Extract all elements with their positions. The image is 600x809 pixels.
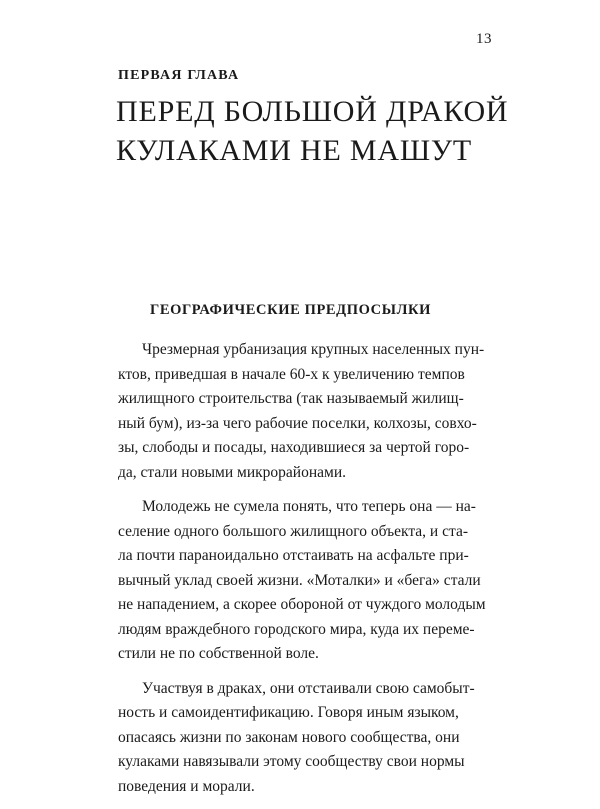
chapter-title-line: ПЕРЕД БОЛЬШОЙ ДРАКОЙ	[116, 95, 509, 128]
text-line: ность и самоидентификацию. Говоря иным языком,	[118, 704, 459, 721]
text-line: жилищного строительства (так называемый жилищ-	[118, 390, 464, 407]
paragraph	[118, 495, 503, 667]
text-line: не нападением, а скорее обороной от чуждого молодым	[118, 596, 486, 613]
text-line: поведения и морали.	[118, 777, 255, 795]
body-text	[118, 338, 503, 809]
chapter-title-line: КУЛАКАМИ НЕ МАШУТ	[116, 134, 473, 167]
text-line: да, стали новыми микрорайонами.	[118, 463, 346, 481]
text-line: стили не по собственной воле.	[118, 645, 319, 662]
text-line: зы, слободы и посады, находившиеся за чертой горо-	[118, 439, 470, 456]
page-number: 13	[476, 31, 492, 47]
text-line: Участвуя в драках, они отстаивали свою самобыт-	[142, 679, 475, 697]
text-line: Чрезмерная урбанизация крупных населенных пун-	[142, 341, 485, 358]
paragraph	[118, 677, 503, 800]
text-line: людям враждебного городского мира, куда их переме-	[118, 620, 475, 638]
paragraph	[118, 338, 503, 485]
text-line: ный бум), из-за чего рабочие поселки, колхозы, совхо-	[118, 414, 477, 432]
chapter-title	[116, 92, 536, 170]
chapter-label: ПЕРВАЯ ГЛАВА	[118, 68, 240, 83]
text-line: селение одного большого жилищного объекта, и ста-	[118, 522, 468, 540]
text-line: вычный уклад своей жизни. «Моталки» и «бега» стали	[118, 571, 481, 589]
text-line: кулаками навязывали этому сообществу свои нормы	[118, 753, 465, 770]
text-line: Молодежь не сумела понять, что теперь она — на-	[142, 498, 476, 515]
text-line: опасаясь жизни по законам нового сообщества, они	[118, 728, 460, 746]
text-line: ктов, приведшая в начале 60-х к увеличению темпов	[118, 365, 465, 383]
text-line: ла почти параноидально отстаивать на асфальте при-	[118, 547, 469, 564]
section-heading: ГЕОГРАФИЧЕСКИЕ ПРЕДПОСЫЛКИ	[150, 302, 431, 318]
